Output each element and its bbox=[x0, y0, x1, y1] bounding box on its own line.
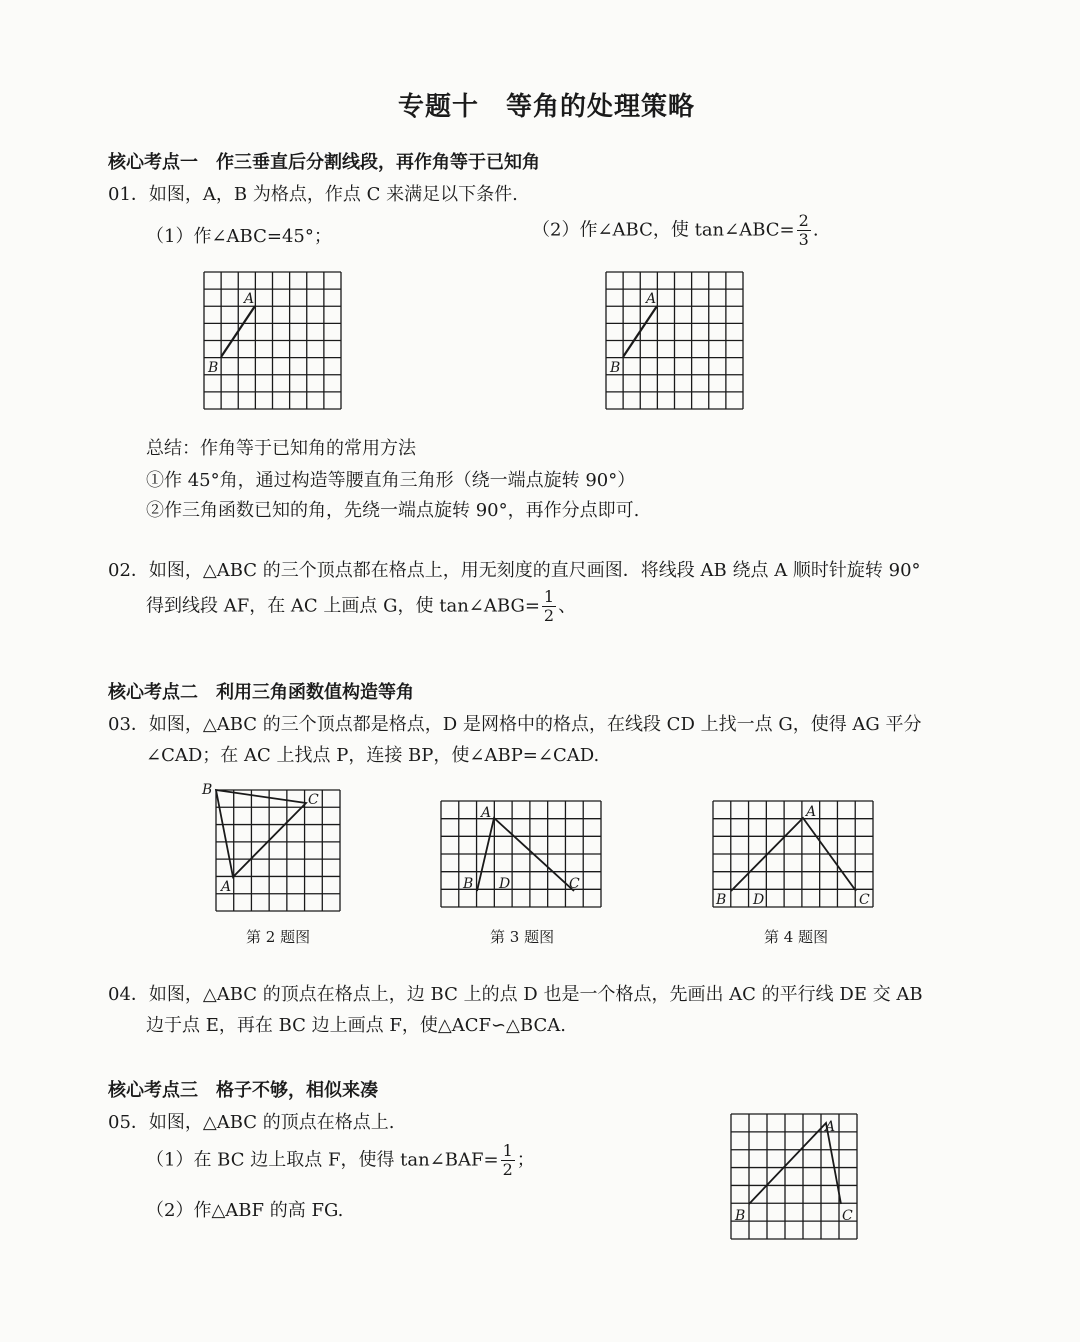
q04-line1: 04．如图，△ABC 的顶点在格点上，边 BC 上的点 D 也是一个格点，先画出 AC 的平行线 DE 交 AB bbox=[108, 984, 923, 1005]
figure-q4 bbox=[713, 801, 874, 908]
caption-fig2: 第 2 题图 bbox=[246, 928, 311, 946]
q01-part2: （2）作∠ABC，使 tan∠ABC= $\frac{2}{3}$ . bbox=[532, 211, 819, 249]
caption-fig3: 第 3 题图 bbox=[490, 928, 555, 946]
q05-stem: 05．如图，△ABC 的顶点在格点上. bbox=[108, 1112, 395, 1133]
label-d: D bbox=[753, 892, 765, 908]
grid-figure-q01-1 bbox=[204, 272, 342, 410]
label-b: B bbox=[202, 782, 213, 798]
q03-line1: 03．如图，△ABC 的三个顶点都是格点，D 是网格中的格点，在线段 CD 上找一点 G，使得 AG 平分 bbox=[108, 714, 922, 735]
q04-line2: 边于点 E，再在 BC 边上画点 F，使△ACF∽△BCA. bbox=[146, 1015, 566, 1036]
section-heading-2: 核心考点二 利用三角函数值构造等角 bbox=[108, 682, 414, 703]
label-b: B bbox=[716, 892, 727, 908]
fraction: $\frac{1}{2}$ bbox=[543, 587, 555, 625]
label-b: B bbox=[610, 360, 621, 376]
label-c: C bbox=[308, 792, 319, 808]
label-c: C bbox=[842, 1208, 853, 1224]
q02-line1: 02．如图，△ABC 的三个顶点都在格点上，用无刻度的直尺画图．将线段 AB 绕点 A 顺时针旋转 90° bbox=[108, 560, 921, 581]
label-c: C bbox=[859, 892, 870, 908]
label-b: B bbox=[208, 360, 219, 376]
page-title: 专题十 等角的处理策略 bbox=[398, 92, 696, 122]
fraction: $\frac{2}{3}$ bbox=[798, 211, 809, 249]
q02-line2: 得到线段 AF，在 AC 上画点 G，使 tan∠ABG= $\frac{1}{2}$ 、 bbox=[146, 587, 577, 625]
label-a: A bbox=[825, 1119, 836, 1135]
section-heading-1: 核心考点一 作三垂直后分割线段，再作角等于已知角 bbox=[108, 152, 540, 173]
label-a: A bbox=[481, 805, 492, 821]
label-a: A bbox=[806, 804, 817, 820]
section-heading-3: 核心考点三 格子不够，相似来凑 bbox=[108, 1080, 378, 1101]
label-c: C bbox=[569, 876, 580, 892]
grid-figure-q01-2 bbox=[606, 272, 744, 410]
figure-q05 bbox=[731, 1114, 858, 1240]
q05-part1: （1）在 BC 边上取点 F，使得 tan∠BAF= $\frac{1}{2}$ ； bbox=[146, 1141, 535, 1179]
q05-part2: （2）作△ABF 的高 FG. bbox=[146, 1200, 344, 1221]
summary-item-2: ②作三角函数已知的角，先绕一端点旋转 90°，再作分点即可. bbox=[146, 500, 640, 521]
summary-title: 总结：作角等于已知角的常用方法 bbox=[146, 438, 416, 459]
figure-q3 bbox=[441, 801, 602, 908]
label-b: B bbox=[463, 876, 474, 892]
label-a: A bbox=[244, 291, 255, 307]
label-d: D bbox=[499, 876, 511, 892]
q01-part1: （1）作∠ABC=45°； bbox=[146, 226, 332, 247]
figure-q2 bbox=[202, 782, 341, 912]
summary-item-1: ①作 45°角，通过构造等腰直角三角形（绕一端点旋转 90°） bbox=[146, 470, 636, 491]
fraction: $\frac{1}{2}$ bbox=[502, 1141, 513, 1179]
q01-stem: 01．如图，A，B 为格点，作点 C 来满足以下条件. bbox=[108, 184, 518, 205]
q03-line2: ∠CAD；在 AC 上找点 P，连接 BP，使∠ABP=∠CAD. bbox=[146, 745, 600, 766]
caption-fig4: 第 4 题图 bbox=[764, 928, 829, 946]
label-a: A bbox=[221, 879, 232, 895]
label-a: A bbox=[646, 291, 657, 307]
label-b: B bbox=[735, 1208, 746, 1224]
